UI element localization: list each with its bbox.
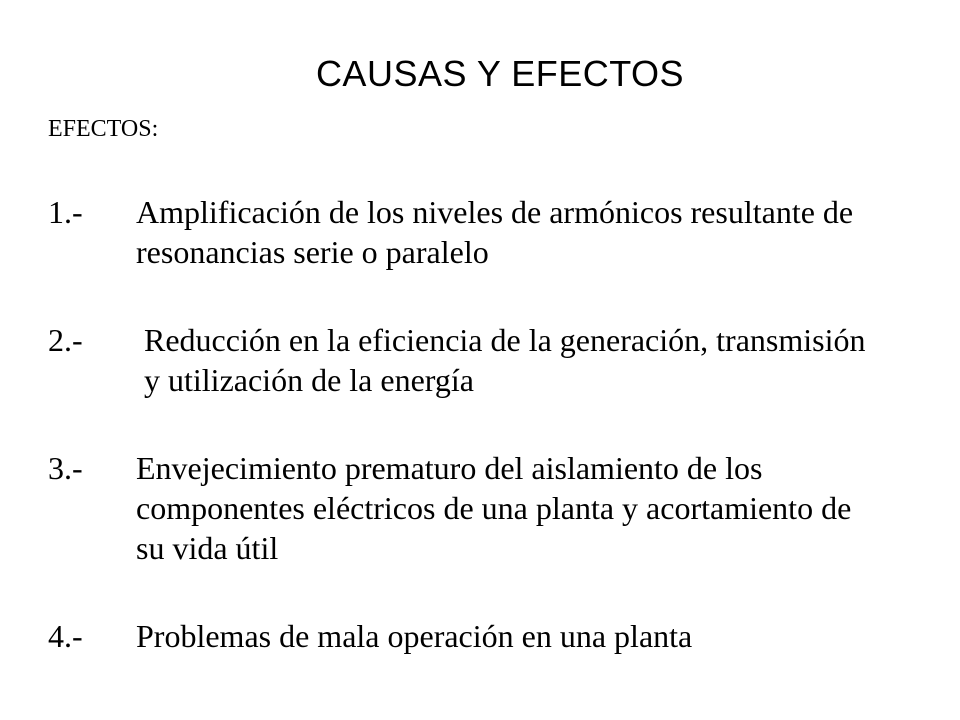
list-item-text: Problemas de mala operación en una planta — [136, 618, 693, 654]
list-item-text: Envejecimiento prematuro del aislamiento de los componentes eléctricos de una planta y acortamiento de su vida útil — [136, 450, 852, 566]
section-heading: EFECTOS: — [48, 116, 159, 142]
list-item-number: 3.- — [48, 450, 83, 486]
list-item-number: 2.- — [48, 322, 83, 358]
list-item-text: Reducción en la eficiencia de la generación, transmisión y utilización de la energía — [144, 322, 866, 398]
list-item-number: 1.- — [48, 194, 83, 230]
slide-title: CAUSAS Y EFECTOS — [315, 53, 685, 94]
list-item-number: 4.- — [48, 618, 83, 654]
list-item-text: Amplificación de los niveles de armónicos resultante de resonancias serie o paralelo — [136, 194, 854, 270]
